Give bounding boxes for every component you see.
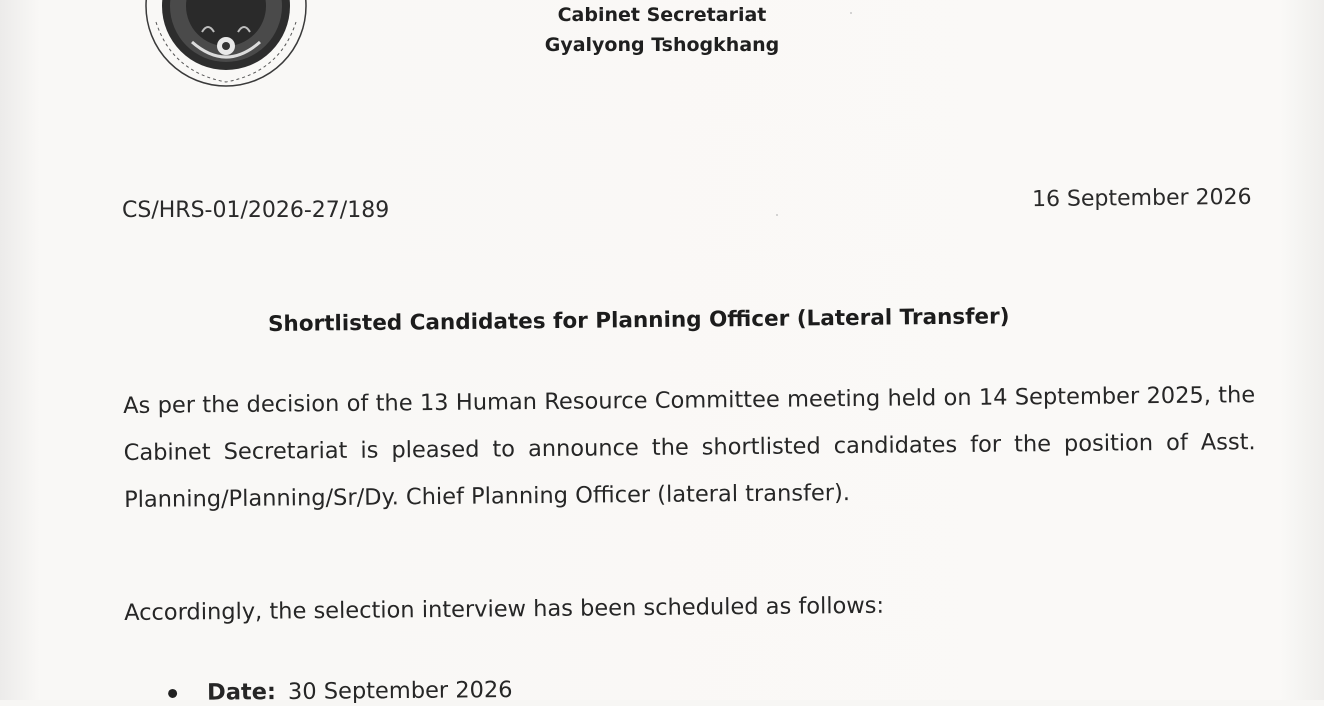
schedule-date-value: 30 September 2026 — [287, 676, 513, 705]
schedule-item-date — [168, 677, 513, 706]
scan-speck — [850, 12, 852, 14]
notice-title: Shortlisted Candidates for Planning Officer (Lateral Transfer) — [267, 304, 1010, 337]
letter-date: 16 September 2026 — [1032, 184, 1253, 213]
schedule-date-label: Date: — [206, 679, 277, 706]
organization-name-dzongkha-transliteration: Gyalyong Tshogkhang — [544, 34, 780, 56]
organization-name: Cabinet Secretariat — [557, 4, 767, 26]
body-paragraph-schedule-intro: Accordingly, the selection interview has been scheduled as follows: — [124, 592, 885, 626]
body-paragraph-announcement: As per the decision of the 13 Human Resource Committee meeting held on 14 September 2025, the Cabinet Secretariat is pleased to announce the shortlisted candidates for the position of Asst. Planning/Planning/Sr/Dy. Chief Planning Officer (lateral transfer). — [123, 382, 1256, 513]
bullet-icon — [168, 689, 177, 698]
reference-number: CS/HRS-01/2026-27/189 — [122, 198, 390, 223]
scan-speck — [776, 214, 778, 216]
